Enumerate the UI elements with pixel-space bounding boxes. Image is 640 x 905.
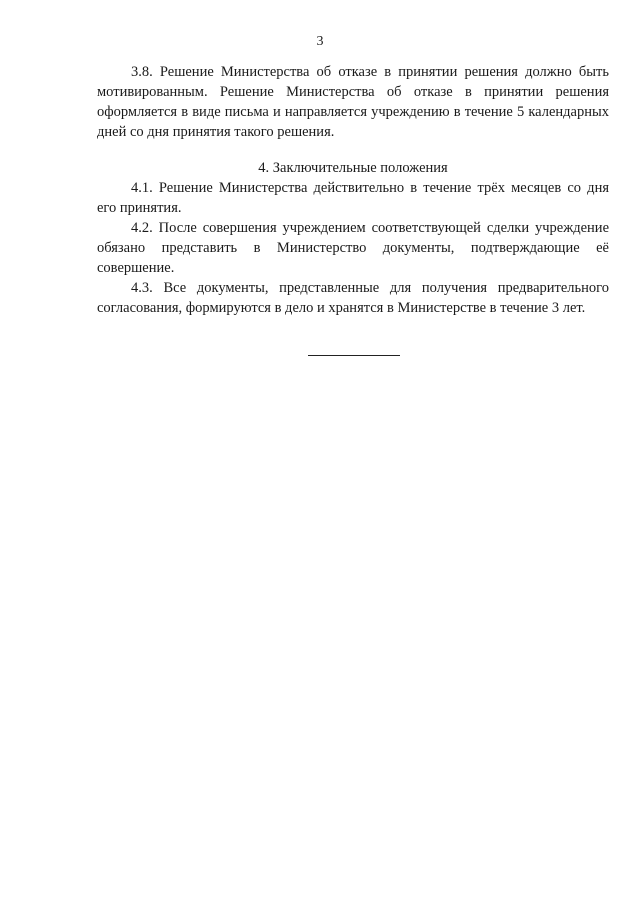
paragraph-4-3: 4.3. Все документы, представленные для получения предварительного согласования, формируются в дело и хранятся в Министерстве в течение 3 лет. [97, 280, 609, 316]
end-divider-line [308, 355, 400, 356]
page-number: 3 [316, 34, 324, 49]
section-title: 4. Заключительные положения [258, 160, 448, 176]
paragraph-4-1: 4.1. Решение Министерства действительно в течение трёх месяцев со дня его принятия. [97, 180, 609, 216]
paragraph-3-8: 3.8. Решение Министерства об отказе в принятии решения должно быть мотивированным. Решение Министерства об отказе в принятии решения оформляется в виде письма и направляется учреждению в течение 5 календарных дней со дня принятия такого решения. [97, 64, 609, 140]
document-body [97, 62, 609, 318]
paragraph-4-2: 4.2. После совершения учреждением соответствующей сделки учреждение обязано представить в Министерство документы, подтверждающие её совершение. [97, 220, 609, 276]
